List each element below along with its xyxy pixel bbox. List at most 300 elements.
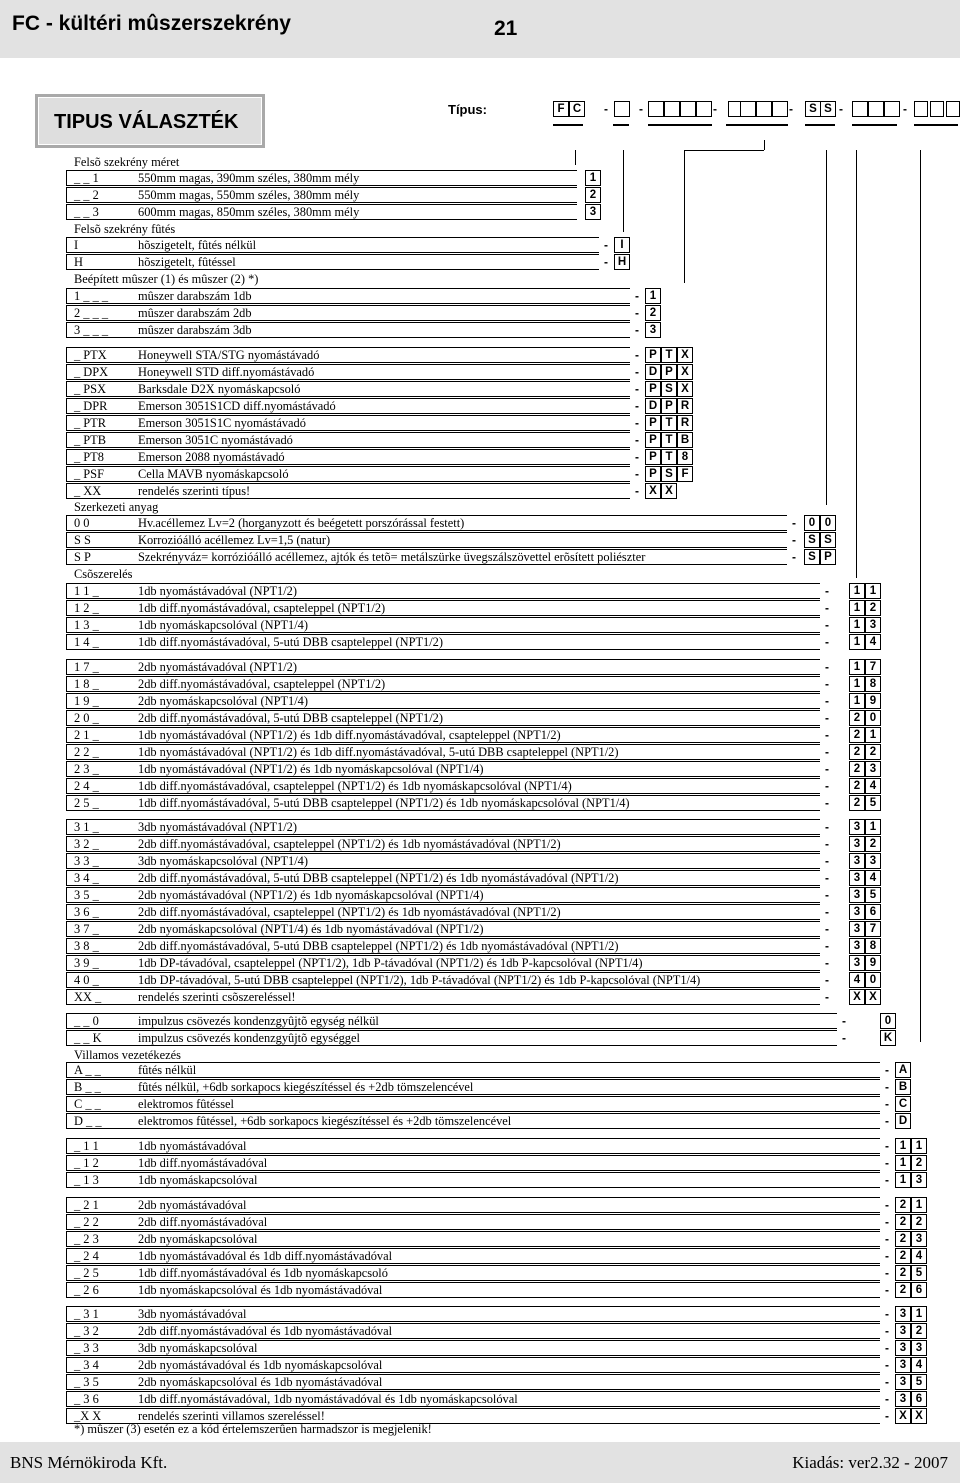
option-code-cell: I — [614, 237, 630, 253]
option-separator: - — [885, 1063, 889, 1077]
code-underline — [553, 124, 583, 126]
section-title: Villamos vezetékezés — [74, 1048, 181, 1062]
option-separator: - — [885, 1114, 889, 1128]
option-separator: - — [885, 1198, 889, 1212]
option-description: 550mm magas, 550mm széles, 380mm mély — [138, 188, 360, 202]
option-code-cell: T — [661, 449, 677, 465]
option-separator: - — [825, 888, 829, 902]
option-separator: - — [635, 450, 639, 464]
code-separator: - — [839, 102, 843, 116]
option-code-cell: 2 — [911, 1214, 927, 1230]
option-code-cell: T — [661, 432, 677, 448]
option-separator: - — [825, 820, 829, 834]
option-code-cell: 8 — [677, 449, 693, 465]
option-separator: - — [885, 1283, 889, 1297]
option-code-cell: 2 — [849, 727, 865, 743]
option-code: _ 2 2 — [74, 1215, 99, 1229]
option-row-frame — [66, 532, 787, 548]
option-code-cell: 1 — [849, 634, 865, 650]
option-code-cell: X — [895, 1408, 911, 1424]
code-separator: - — [604, 102, 608, 116]
option-row-frame — [66, 1030, 837, 1046]
option-code: XX _ — [74, 990, 102, 1004]
option-code: _ 3 2 — [74, 1324, 99, 1338]
option-code-cell: 2 — [849, 744, 865, 760]
option-code-cell: 3 — [849, 853, 865, 869]
option-separator: - — [825, 871, 829, 885]
option-code-cell: 3 — [911, 1340, 927, 1356]
option-code-cell: 0 — [865, 710, 881, 726]
option-description: impulzus csövezés kondenzgyûjtõ egység nélkül — [138, 1014, 379, 1028]
option-description: 1db diff.nyomástávadóval, csapteleppel (NPT1/2) és 1db nyomáskapcsolóval (NPT1/4) — [138, 779, 572, 793]
option-separator: - — [825, 677, 829, 691]
option-row-frame — [66, 836, 820, 852]
option-row-frame — [66, 1138, 880, 1154]
option-description: 1db nyomáskapcsolóval és 1db nyomástávadóval — [138, 1283, 383, 1297]
option-row-frame — [66, 955, 820, 971]
option-code-cell: 1 — [849, 676, 865, 692]
option-code: _ _ 0 — [74, 1014, 99, 1028]
code-underline — [805, 124, 835, 126]
option-code-cell: 3 — [849, 921, 865, 937]
option-code: _ 1 1 — [74, 1139, 99, 1153]
option-row-frame — [66, 187, 577, 203]
option-code-cell: 4 — [849, 972, 865, 988]
option-separator: - — [885, 1358, 889, 1372]
option-separator: - — [885, 1341, 889, 1355]
option-code: _ DPR — [74, 399, 108, 413]
guide-line — [623, 150, 624, 232]
option-code-cell: 3 — [849, 870, 865, 886]
option-code: 3 7 _ — [74, 922, 99, 936]
option-row-frame — [66, 904, 820, 920]
option-row-frame — [66, 515, 787, 531]
option-code: I — [74, 238, 79, 252]
option-code-cell: 0 — [865, 972, 881, 988]
code-cell — [648, 101, 664, 117]
option-code: 3 4 _ — [74, 871, 99, 885]
option-separator: - — [885, 1215, 889, 1229]
option-separator: - — [885, 1324, 889, 1338]
option-code: 1 _ _ _ — [74, 289, 109, 303]
option-row-frame — [66, 1282, 880, 1298]
option-code-cell: 2 — [911, 1155, 927, 1171]
option-separator: - — [635, 365, 639, 379]
option-code-cell: 9 — [865, 955, 881, 971]
option-separator: - — [842, 1014, 846, 1028]
option-description: 2db nyomáskapcsolóval és 1db nyomástávadóval — [138, 1375, 383, 1389]
option-code: _ 3 3 — [74, 1341, 99, 1355]
option-code: 2 4 _ — [74, 779, 99, 793]
option-separator: - — [885, 1232, 889, 1246]
option-description: 2db nyomástávadóval (NPT1/2) — [138, 660, 297, 674]
option-code: 2 5 _ — [74, 796, 99, 810]
option-row-frame — [66, 483, 630, 499]
option-code-cell: 3 — [645, 322, 661, 338]
option-code-cell: 7 — [865, 659, 881, 675]
option-description: 1db diff.nyomástávadóval, csapteleppel (NPT1/2) — [138, 601, 386, 615]
option-code: 2 _ _ _ — [74, 306, 109, 320]
option-row-frame — [66, 819, 820, 835]
option-separator: - — [825, 584, 829, 598]
option-code: 4 0 _ — [74, 973, 99, 987]
option-description: 1db nyomáskapcsolóval — [138, 1173, 258, 1187]
option-code-cell: S — [820, 532, 836, 548]
option-code-cell: P — [661, 364, 677, 380]
option-description: 2db diff.nyomástávadóval, 5-utú DBB csapteleppel (NPT1/2) — [138, 711, 444, 725]
option-code-cell: 6 — [911, 1391, 927, 1407]
option-description: 1db diff.nyomástávadóval, 1db nyomástávadóval és 1db nyomáskapcsolóval — [138, 1392, 518, 1406]
option-separator: - — [885, 1392, 889, 1406]
option-description: rendelés szerinti csõszereléssel! — [138, 990, 296, 1004]
option-description: 2db nyomástávadóval és 1db nyomáskapcsolóval — [138, 1358, 383, 1372]
code-cell — [756, 101, 772, 117]
option-separator: - — [792, 516, 796, 530]
code-cell — [884, 101, 900, 117]
option-row-frame — [66, 761, 820, 777]
option-code-cell: 1 — [849, 583, 865, 599]
option-code-cell: B — [895, 1079, 911, 1095]
option-description: Emerson 3051C nyomástávadó — [138, 433, 293, 447]
option-code: 3 5 _ — [74, 888, 99, 902]
code-underline — [914, 124, 958, 126]
option-code-cell: K — [880, 1030, 896, 1046]
option-code: _ DPX — [74, 365, 109, 379]
option-description: 1db nyomástávadóval (NPT1/2) — [138, 584, 297, 598]
option-code: _ _ 2 — [74, 188, 99, 202]
option-code: 1 4 _ — [74, 635, 99, 649]
option-code-cell: 2 — [911, 1323, 927, 1339]
option-code-cell: P — [661, 398, 677, 414]
option-description: 1db diff.nyomástávadóval, 5-utú DBB csapteleppel (NPT1/2) és 1db nyomáskapcsolóval (NPT1/4) — [138, 796, 630, 810]
option-row-frame — [66, 1155, 880, 1171]
option-code-cell: 3 — [865, 761, 881, 777]
guide-line — [826, 150, 827, 505]
code-cell — [852, 101, 868, 117]
option-description: 1db diff.nyomástávadóval, 5-utú DBB csapteleppel (NPT1/2) — [138, 635, 444, 649]
option-description: 1db diff.nyomástávadóval és 1db nyomáskapcsoló — [138, 1266, 388, 1280]
option-code: _ PSX — [74, 382, 107, 396]
option-code-cell: 2 — [895, 1197, 911, 1213]
option-row-frame — [66, 617, 820, 633]
option-code: _ 3 1 — [74, 1307, 99, 1321]
option-description: Barksdale D2X nyomáskapcsoló — [138, 382, 301, 396]
option-row-frame — [66, 938, 820, 954]
option-row-frame — [66, 170, 577, 186]
option-code-cell: P — [645, 449, 661, 465]
option-separator: - — [635, 306, 639, 320]
option-code: _ PTR — [74, 416, 107, 430]
option-code: S P — [74, 550, 91, 564]
option-separator: - — [792, 550, 796, 564]
option-code: 3 2 _ — [74, 837, 99, 851]
option-separator: - — [825, 635, 829, 649]
option-code-cell: S — [804, 532, 820, 548]
code-cell: C — [569, 101, 585, 117]
option-code-cell: 3 — [849, 887, 865, 903]
option-code: _ 3 4 — [74, 1358, 99, 1372]
option-separator: - — [825, 694, 829, 708]
option-description: elektromos fûtéssel, +6db sorkapocs kiegészítéssel és +2db tömszelencével — [138, 1114, 512, 1128]
code-underline — [648, 124, 712, 126]
option-code-cell: X — [677, 381, 693, 397]
code-cell — [614, 101, 630, 117]
option-separator: - — [885, 1266, 889, 1280]
option-code-cell: X — [677, 364, 693, 380]
option-description: 1db DP-távadóval, csapteleppel (NPT1/2), 1db P-távadóval (NPT1/2) és 1db P-kapcsolóval (NPT1/4) — [138, 956, 643, 970]
option-separator: - — [825, 956, 829, 970]
option-row-frame — [66, 1113, 880, 1129]
option-description: 1db nyomástávadóval (NPT1/2) és 1db diff.nyomástávadóval, 5-utú DBB csapteleppel (NPT1/2) — [138, 745, 619, 759]
option-description: 3db nyomáskapcsolóval — [138, 1341, 258, 1355]
code-separator: - — [789, 102, 793, 116]
option-code: _ PTB — [74, 433, 107, 447]
option-code: 3 6 _ — [74, 905, 99, 919]
option-row-frame — [66, 676, 820, 692]
option-description: 600mm magas, 850mm széles, 380mm mély — [138, 205, 360, 219]
option-code-cell: 5 — [911, 1265, 927, 1281]
option-code-cell: P — [645, 432, 661, 448]
option-separator: - — [825, 973, 829, 987]
option-code: 3 9 _ — [74, 956, 99, 970]
option-code-cell: 3 — [911, 1172, 927, 1188]
option-code: _ PT8 — [74, 450, 104, 464]
option-separator: - — [825, 837, 829, 851]
company-name: BNS Mérnökiroda Kft. — [10, 1453, 168, 1472]
option-code-cell: 2 — [895, 1282, 911, 1298]
option-code: 1 9 _ — [74, 694, 99, 708]
option-row-frame — [66, 1306, 880, 1322]
option-code: _ 1 3 — [74, 1173, 99, 1187]
option-code: 3 3 _ — [74, 854, 99, 868]
option-code: 1 8 _ — [74, 677, 99, 691]
option-code-cell: 6 — [865, 904, 881, 920]
option-separator: - — [825, 905, 829, 919]
option-row-frame — [66, 305, 630, 321]
option-code: 2 2 _ — [74, 745, 99, 759]
option-row-frame — [66, 972, 820, 988]
type-selection-title: TIPUS VÁLASZTÉK — [54, 111, 239, 133]
option-code-cell: 2 — [849, 795, 865, 811]
option-code: 1 3 _ — [74, 618, 99, 632]
option-code-cell: 3 — [911, 1231, 927, 1247]
option-code-cell: 5 — [911, 1374, 927, 1390]
option-separator: - — [635, 348, 639, 362]
option-separator: - — [635, 416, 639, 430]
option-description: elektromos fûtéssel — [138, 1097, 235, 1111]
option-description: Szekrényváz= korrózióálló acéllemez, ajtók és tetõ= metálszürke üvegszálszövettel erõsített poliészter — [138, 550, 646, 564]
option-separator: - — [792, 533, 796, 547]
option-separator: - — [825, 660, 829, 674]
code-cell — [946, 101, 960, 117]
option-code-cell: D — [645, 398, 661, 414]
option-row-frame — [66, 1172, 880, 1188]
option-code: _ 2 6 — [74, 1283, 99, 1297]
option-code-cell: 2 — [849, 761, 865, 777]
option-separator: - — [825, 939, 829, 953]
option-row-frame — [66, 364, 630, 380]
option-code-cell: 6 — [911, 1282, 927, 1298]
option-code-cell: 3 — [849, 938, 865, 954]
code-cell — [680, 101, 696, 117]
option-description: rendelés szerinti villamos szereléssel! — [138, 1409, 325, 1423]
option-code-cell: 1 — [849, 617, 865, 633]
option-code-cell: 3 — [585, 204, 601, 220]
option-code: _ _ 1 — [74, 171, 99, 185]
option-code-cell: D — [895, 1113, 911, 1129]
option-description: 2db diff.nyomástávadóval, 5-utú DBB csapteleppel (NPT1/2) és 1db nyomástávadóval (NPT1/2) — [138, 871, 619, 885]
option-description: fûtés nélkül, +6db sorkapocs kiegészítéssel és +2db tömszelencével — [138, 1080, 474, 1094]
option-separator: - — [825, 601, 829, 615]
option-code-cell: R — [677, 398, 693, 414]
option-description: 1db nyomástávadóval — [138, 1139, 247, 1153]
option-row-frame — [66, 254, 599, 270]
option-code-cell: A — [895, 1062, 911, 1078]
option-code: _ 2 5 — [74, 1266, 99, 1280]
type-selection-box — [35, 94, 265, 148]
option-separator: - — [885, 1249, 889, 1263]
option-code-cell: 3 — [895, 1323, 911, 1339]
guide-line — [575, 150, 576, 165]
option-code-cell: S — [661, 466, 677, 482]
option-row-frame — [66, 778, 820, 794]
option-row-frame — [66, 415, 630, 431]
option-code-cell: 3 — [849, 836, 865, 852]
option-row-frame — [66, 1197, 880, 1213]
option-code: 1 2 _ — [74, 601, 99, 615]
page-footer — [0, 1442, 960, 1483]
option-code-cell: P — [645, 381, 661, 397]
section-title: Szerkezeti anyag — [74, 500, 159, 514]
option-code: 2 1 _ — [74, 728, 99, 742]
option-row-frame — [66, 1248, 880, 1264]
option-code: _ 2 1 — [74, 1198, 99, 1212]
option-description: 2db nyomáskapcsolóval — [138, 1232, 258, 1246]
option-code-cell: 2 — [849, 778, 865, 794]
option-code-cell: 1 — [911, 1197, 927, 1213]
option-code: _ PTX — [74, 348, 107, 362]
option-description: 2db nyomáskapcsolóval (NPT1/4) és 1db nyomástávadóval (NPT1/2) — [138, 922, 484, 936]
option-code: S S — [74, 533, 91, 547]
option-code: 0 0 — [74, 516, 90, 530]
option-code-cell: 1 — [865, 819, 881, 835]
option-code-cell: X — [645, 483, 661, 499]
option-row-frame — [66, 853, 820, 869]
option-code-cell: 2 — [849, 710, 865, 726]
option-separator: - — [885, 1375, 889, 1389]
option-row-frame — [66, 237, 599, 253]
option-code-cell: T — [661, 415, 677, 431]
page-header — [0, 0, 960, 58]
option-code: _ 2 4 — [74, 1249, 99, 1263]
option-separator: - — [604, 255, 608, 269]
option-description: hõszigetelt, fûtéssel — [138, 255, 236, 269]
option-code-cell: 2 — [865, 600, 881, 616]
option-row-frame — [66, 204, 577, 220]
code-cell — [664, 101, 680, 117]
option-description: Emerson 3051S1CD diff.nyomástávadó — [138, 399, 336, 413]
code-cell — [914, 101, 928, 117]
option-row-frame — [66, 466, 630, 482]
option-row-frame — [66, 583, 820, 599]
option-description: Emerson 2088 nyomástávadó — [138, 450, 285, 464]
option-code-cell: 1 — [865, 583, 881, 599]
option-code-cell: X — [677, 347, 693, 363]
option-code: 3 8 _ — [74, 939, 99, 953]
option-description: 3db nyomáskapcsolóval (NPT1/4) — [138, 854, 309, 868]
option-description: Korrozióálló acéllemez Lv=1,5 (natur) — [138, 533, 331, 547]
option-description: mûszer darabszám 3db — [138, 323, 252, 337]
option-description: 1db nyomáskapcsolóval (NPT1/4) — [138, 618, 309, 632]
option-code-cell: 8 — [865, 676, 881, 692]
code-separator: - — [903, 102, 907, 116]
option-code-cell: R — [677, 415, 693, 431]
code-underline — [726, 124, 788, 126]
option-description: 2db diff.nyomástávadóval, 5-utú DBB csapteleppel (NPT1/2) és 1db nyomástávadóval (NPT1/2) — [138, 939, 619, 953]
option-description: 1db nyomástávadóval és 1db diff.nyomástávadóval — [138, 1249, 393, 1263]
option-separator: - — [885, 1097, 889, 1111]
option-code-cell: 3 — [895, 1340, 911, 1356]
option-separator: - — [825, 745, 829, 759]
option-description: 550mm magas, 390mm széles, 380mm mély — [138, 171, 360, 185]
option-description: mûszer darabszám 2db — [138, 306, 252, 320]
option-row-frame — [66, 1214, 880, 1230]
option-code-cell: 1 — [849, 693, 865, 709]
option-code-cell: 1 — [645, 288, 661, 304]
option-code: 1 7 _ — [74, 660, 99, 674]
option-code-cell: C — [895, 1096, 911, 1112]
option-code-cell: 1 — [895, 1138, 911, 1154]
option-row-frame — [66, 989, 820, 1005]
option-row-frame — [66, 600, 820, 616]
option-code-cell: T — [661, 347, 677, 363]
section-title: Felsõ szekrény méret — [74, 155, 180, 169]
option-code: _ PSF — [74, 467, 104, 481]
option-code-cell: 2 — [585, 187, 601, 203]
option-code-cell: 0 — [804, 515, 820, 531]
option-row-frame — [66, 727, 820, 743]
option-code-cell: 1 — [895, 1172, 911, 1188]
option-code-cell: 3 — [865, 853, 881, 869]
option-code-cell: X — [865, 989, 881, 1005]
option-code-cell: 3 — [895, 1374, 911, 1390]
option-code: _X X — [74, 1409, 102, 1423]
option-code: C _ _ — [74, 1097, 101, 1111]
guide-line — [856, 150, 857, 578]
option-code: B _ _ — [74, 1080, 101, 1094]
option-code-cell: 4 — [865, 778, 881, 794]
option-row-frame — [66, 449, 630, 465]
option-code-cell: B — [677, 432, 693, 448]
option-row-frame — [66, 1357, 880, 1373]
option-row-frame — [66, 1013, 837, 1029]
option-separator: - — [885, 1139, 889, 1153]
option-description: mûszer darabszám 1db — [138, 289, 252, 303]
document-title: FC - kültéri mûszerszekrény — [12, 12, 291, 35]
option-description: 2db diff.nyomástávadóval, csapteleppel (NPT1/2) — [138, 677, 386, 691]
option-separator: - — [885, 1173, 889, 1187]
option-description: 2db nyomástávadóval — [138, 1198, 247, 1212]
option-description: hõszigetelt, fûtés nélkül — [138, 238, 257, 252]
option-separator: - — [825, 779, 829, 793]
option-code: H — [74, 255, 83, 269]
option-code-cell: 2 — [865, 836, 881, 852]
option-separator: - — [885, 1080, 889, 1094]
option-code-cell: 4 — [865, 634, 881, 650]
option-code-cell: 0 — [880, 1013, 896, 1029]
option-code-cell: 4 — [911, 1357, 927, 1373]
option-code: _ XX — [74, 484, 102, 498]
